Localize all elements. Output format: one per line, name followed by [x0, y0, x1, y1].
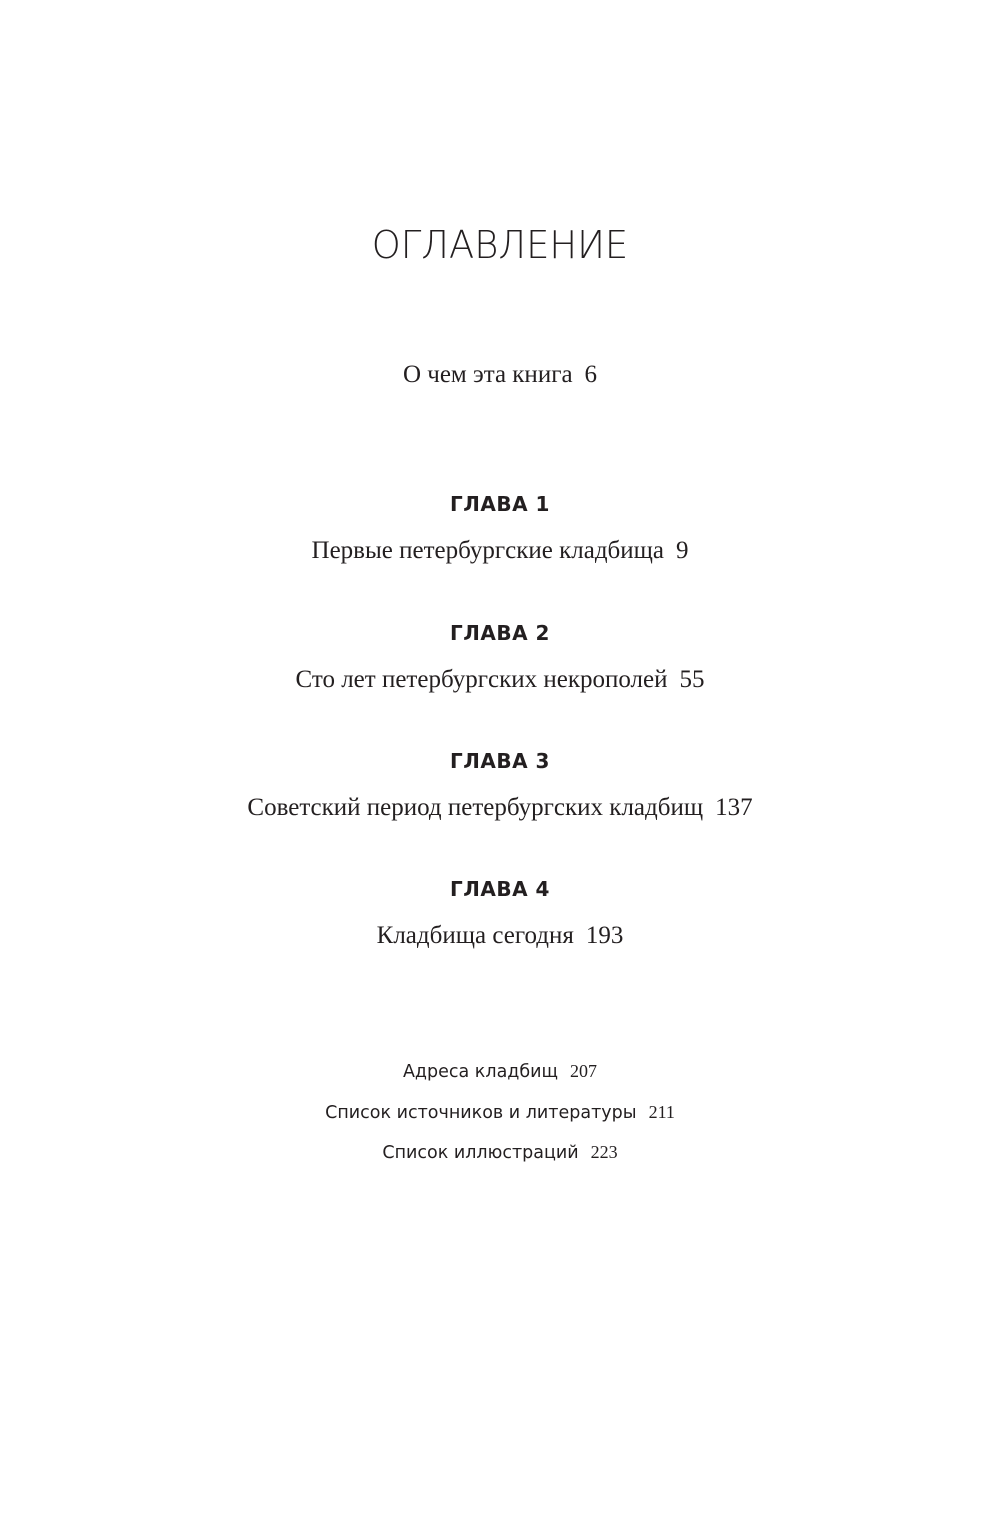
toc-entry-page: 55 — [679, 666, 705, 693]
toc-entry-text: Советский период петербургских кладбищ — [247, 794, 704, 821]
toc-entry-text: Список источников и литературы — [325, 1103, 637, 1123]
toc-entry-intro — [0, 360, 1000, 390]
toc-entry-chapter-4 — [0, 921, 1000, 951]
toc-entry-chapter-3 — [0, 793, 1000, 823]
toc-entry-text: О чем эта книга — [402, 361, 573, 388]
toc-entry-text: Сто лет петербургских некрополей — [295, 666, 668, 693]
chapter-1-label: ГЛАВА 1 — [450, 492, 550, 516]
toc-entry-page: 211 — [648, 1102, 675, 1122]
chapter-3-label: ГЛАВА 3 — [450, 749, 550, 773]
toc-entry-page: 223 — [590, 1142, 618, 1162]
toc-entry-page: 137 — [715, 794, 753, 821]
page-title: ОГЛАВЛЕНИЕ — [371, 223, 629, 267]
toc-entry-chapter-1 — [0, 536, 1000, 566]
toc-entry-page: 193 — [585, 922, 624, 949]
toc-entry-page: 6 — [584, 361, 598, 388]
toc-entry-page: 207 — [570, 1061, 598, 1081]
toc-entry-page: 9 — [675, 537, 689, 564]
toc-entry-text: Список иллюстраций — [382, 1143, 579, 1163]
chapter-4-label: ГЛАВА 4 — [450, 877, 550, 901]
toc-entry-text: Первые петербургские кладбища — [311, 537, 664, 564]
toc-appendix-illustrations — [0, 1141, 1000, 1164]
toc-entry-chapter-2 — [0, 665, 1000, 695]
toc-appendix-sources — [0, 1101, 1000, 1124]
toc-appendix-addresses — [0, 1060, 1000, 1083]
toc-entry-text: Кладбища сегодня — [376, 922, 574, 949]
toc-entry-text: Адреса кладбищ — [402, 1062, 559, 1082]
chapter-2-label: ГЛАВА 2 — [450, 621, 550, 645]
